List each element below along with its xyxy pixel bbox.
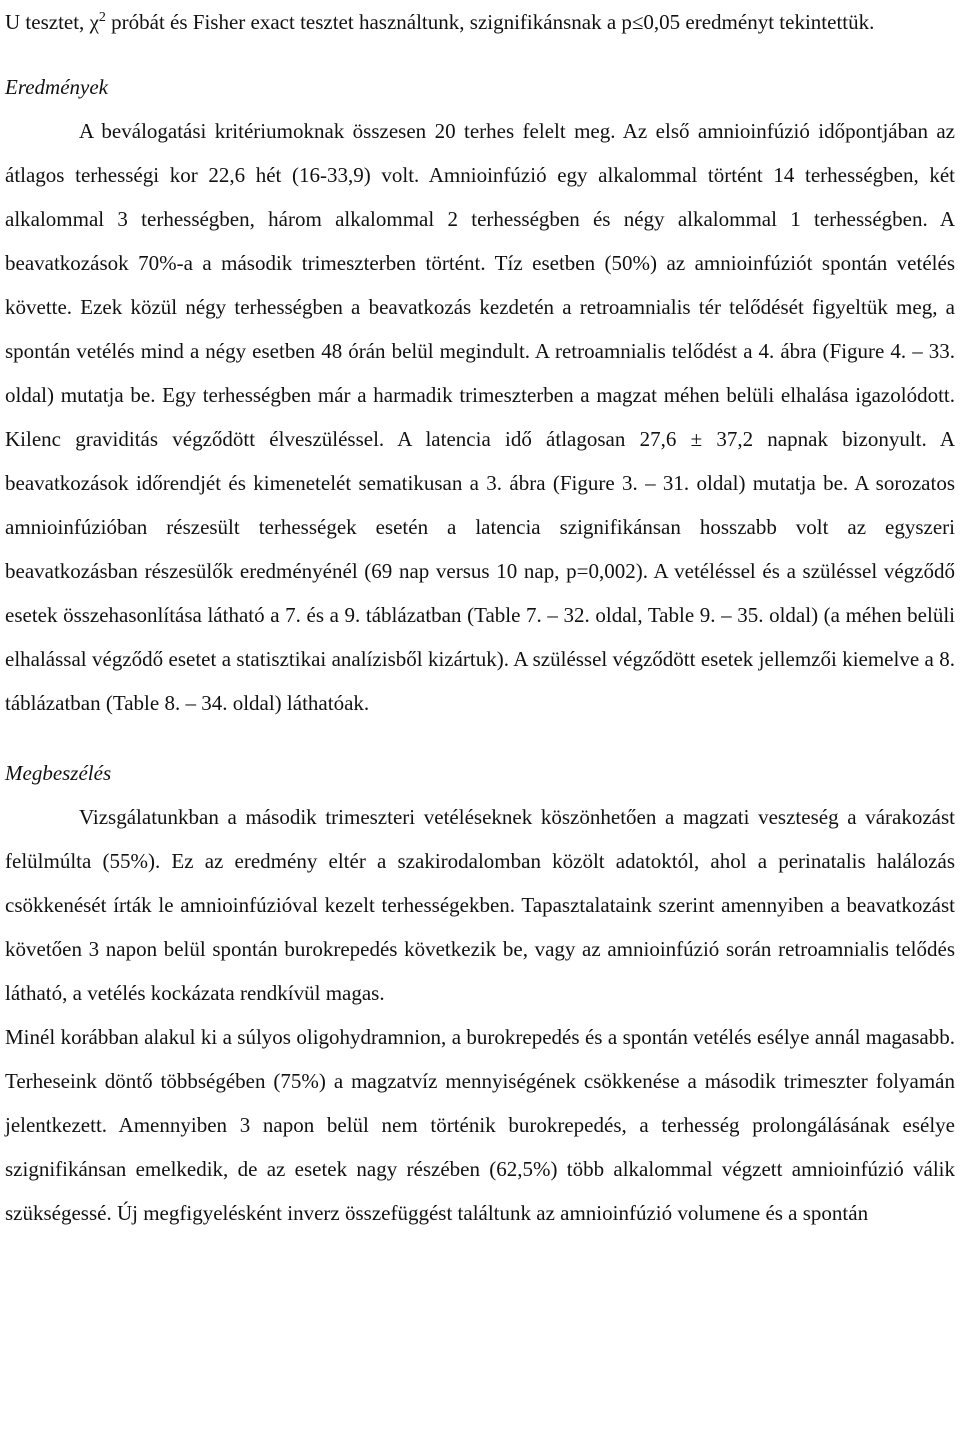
discussion-paragraph-2: Minél korábban alakul ki a súlyos oligohydramnion, a burokrepedés és a spontán vetélés esélye annál magasabb. Terheseink döntő többségében (75%) a magzatvíz mennyiségének csökkenése a második trimeszter folyamán jelentkezett. Amennyiben 3 napon belül nem történik burokrepedés, a terhesség prolongálásának esélye szignifikánsan emelkedik, de az esetek nagy részében (62,5%) több alkalommal végzett amnioinfúzió válik szükségessé. Új megfigyelésként inverz összefüggést találtunk az amnioinfúzió volumene és a spontán — [5, 1025, 955, 1225]
intro-text-post: próbát és Fisher exact tesztet használtunk, szignifikánsnak a p≤0,05 eredményt tekintettük. — [105, 10, 875, 34]
results-heading: Eredmények — [5, 75, 108, 99]
discussion-heading: Megbeszélés — [5, 761, 112, 785]
results-paragraph: A beválogatási kritériumoknak összesen 20 terhes felelt meg. Az első amnioinfúzió időpontjában az átlagos terhességi kor 22,6 hét (16-33,9) volt. Amnioinfúzió egy alkalommal történt 14 terhességben, két alkalommal 3 terhességben, három alkalommal 2 terhességben és négy alkalommal 1 terhességben. A beavatkozások 70%-a a második trimeszterben történt. Tíz esetben (50%) az amnioinfúziót spontán vetélés követte. Ezek közül négy terhességben a beavatkozás kezdetén a retroamnialis tér telődését figyeltük meg, a spontán vetélés mind a négy esetben 48 órán belül megindult. A retroamnialis telődést a 4. ábra (Figure 4. – 33. oldal) mutatja be. Egy terhességben már a harmadik trimeszterben a magzat méhen belüli elhalása igazolódott. Kilenc graviditás végződött élveszüléssel. A latencia idő átlagosan 27,6 ± 37,2 napnak bizonyult. A beavatkozások időrendjét és kimenetelét sematikusan a 3. ábra (Figure 3. – 31. oldal) mutatja be. A sorozatos amnioinfúzióban részesült terhességek esetén a latencia szignifikánsan hosszabb volt az egyszeri beavatkozásban részesülők eredményénél (69 nap versus 10 nap, p=0,002). A vetéléssel és a szüléssel végződő esetek összehasonlítása látható a 7. és a 9. táblázatban (Table 7. – 32. oldal, Table 9. – 35. oldal) (a méhen belüli elhalással végződő esetet a statisztikai analízisből kizártuk). A szüléssel végződött esetek jellemzői kiemelve a 8. táblázatban (Table 8. – 34. oldal) láthatóak. — [5, 119, 955, 715]
chi-superscript: 2 — [98, 10, 106, 25]
discussion-paragraph-1: Vizsgálatunkban a második trimeszteri vetéléseknek köszönhetően a magzati veszteség a várakozást felülmúlta (55%). Ez az eredmény eltér a szakirodalomban közölt adatoktól, ahol a perinatalis halálozás csökkenését írták le amnioinfúzióval kezelt terhességekben. Tapasztalataink szerint amennyiben a beavatkozást követően 3 napon belül spontán burokrepedés következik be, vagy az amnioinfúzió során retroamnialis telődés látható, a vetélés kockázata rendkívül magas. — [5, 805, 955, 1005]
intro-text-pre: U tesztet, — [5, 10, 90, 34]
methods-statistics-paragraph — [5, 0, 955, 44]
document-page — [5, 0, 955, 1235]
chi-symbol: χ — [89, 10, 99, 34]
